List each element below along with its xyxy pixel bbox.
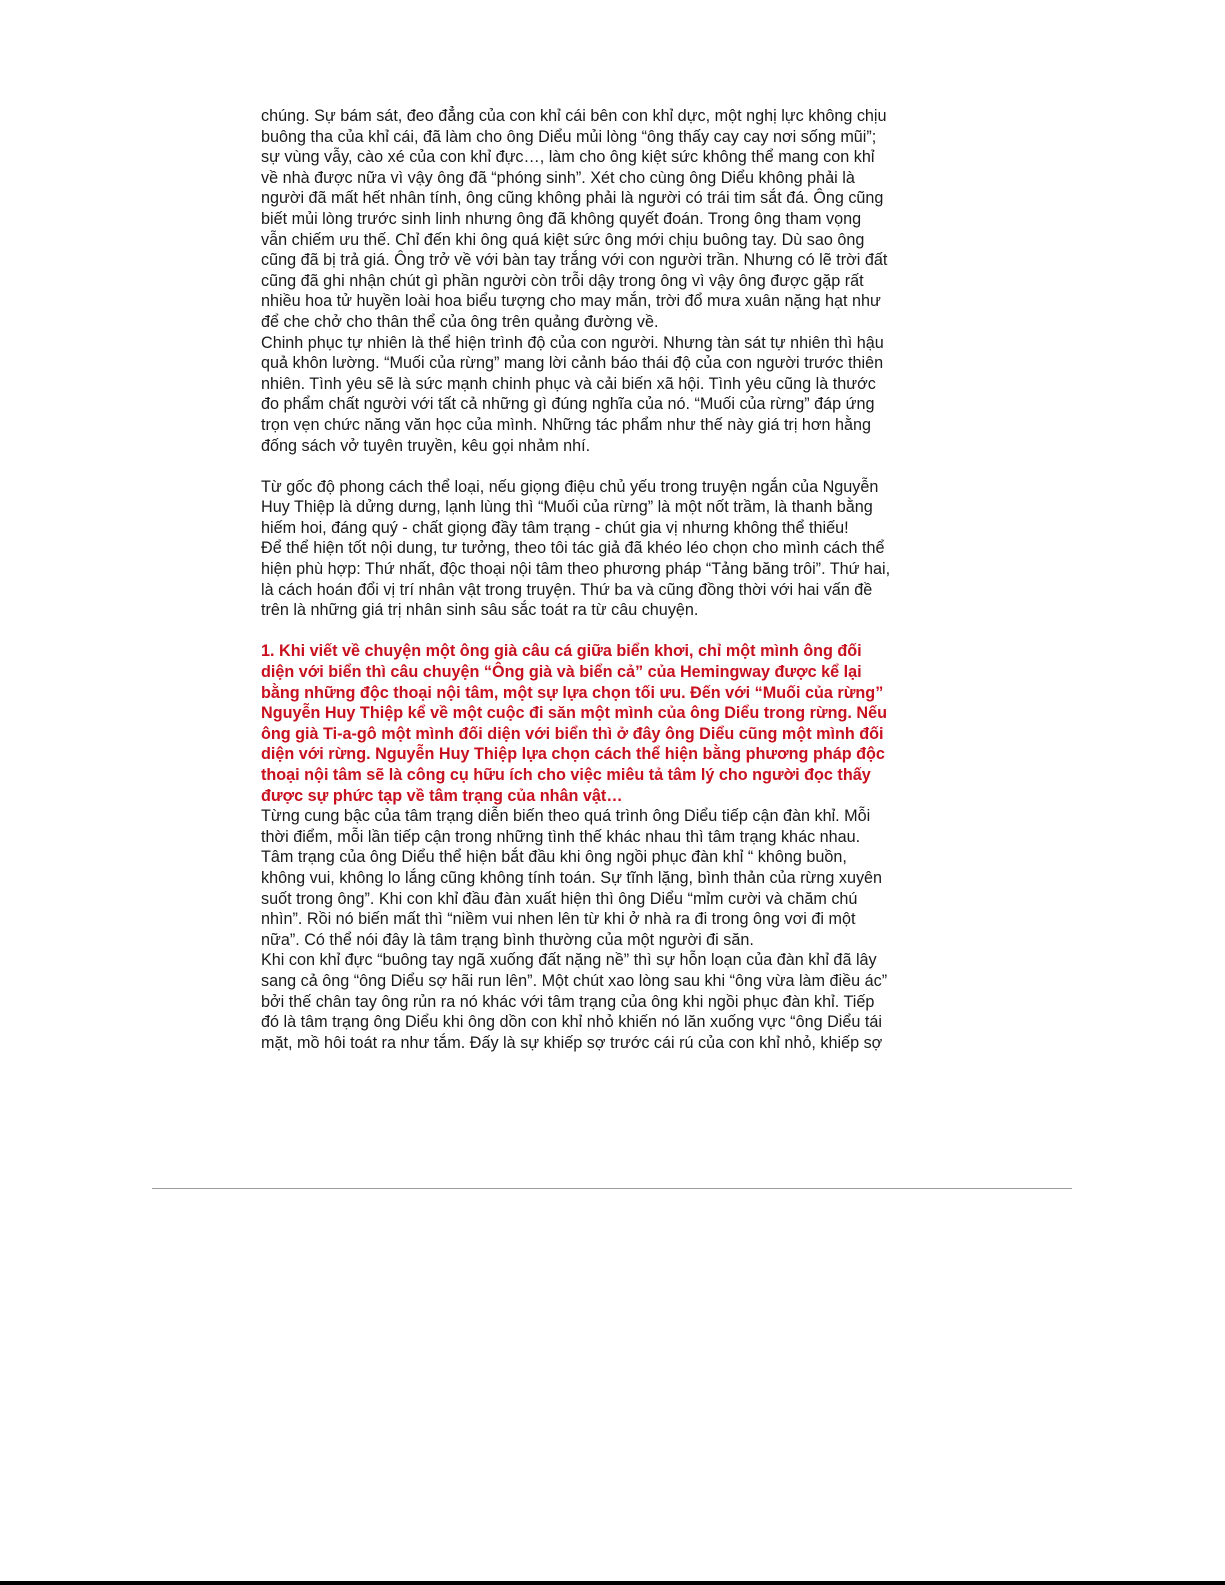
text-line: Khi con khỉ đực “buông tay ngã xuống đất nặng nề” thì sự hỗn loạn của đàn khỉ đã lây <box>261 951 877 970</box>
text-line: người đã mất hết nhân tính, ông cũng không phải là người có trái tim sắt đá. Ông cũng <box>261 189 884 208</box>
text-line: trên là những giá trị nhân sinh sâu sắc toát ra từ câu chuyện. <box>261 601 699 620</box>
text-line: sang cả ông “ông Diểu sợ hãi run lên”. Một chút xao lòng sau khi “ông vừa làm điều ác” <box>261 971 888 990</box>
text-line: nhiều hoa tử huyền loài hoa biểu tượng cho may mắn, trời đổ mưa xuân nặng hạt như <box>261 292 881 311</box>
highlighted-text-line: 1. Khi viết về chuyện một ông già câu cá giữa biển khơi, chỉ một mình ông đối <box>261 642 862 661</box>
highlighted-text-line: được sự phức tạp về tâm trạng của nhân vật… <box>261 786 623 805</box>
text-line: quả khôn lường. “Muối của rừng” mang lời cảnh báo thái độ của con người trước thiên <box>261 354 884 373</box>
highlighted-text-line: bằng những độc thoại nội tâm, một sự lựa chọn tối ưu. Đến với “Muối của rừng” <box>261 683 884 702</box>
highlighted-text-line: Nguyễn Huy Thiệp kể về một cuộc đi săn một mình của ông Diểu trong rừng. Nếu <box>261 704 888 723</box>
text-line: hiện phù hợp: Thứ nhất, độc thoại nội tâm theo phương pháp “Tảng băng trôi”. Thứ hai, <box>261 560 891 579</box>
text-line: bởi thế chân tay ông rủn ra nó khác với tâm trạng của ông khi ngồi phục đàn khỉ. Tiếp <box>261 992 875 1011</box>
text-line: suốt trong ông”. Khi con khỉ đầu đàn xuất hiện thì ông Diểu “mỉm cười và chăm chú <box>261 889 858 908</box>
text-line: không vui, không lo lắng cũng không tính toán. Sự tĩnh lặng, bình thản của rừng xuyên <box>261 868 883 887</box>
page-bottom-edge <box>0 1581 1225 1585</box>
text-line: thời điểm, mỗi lần tiếp cận trong những tình thế khác nhau thì tâm trạng khác nhau. <box>261 827 861 846</box>
text-line: nhiên. Tình yêu sẽ là sức mạnh chinh phục và cải biến xã hội. Tình yêu cũng là thước <box>261 374 876 393</box>
text-line: về nhà được nữa vì vậy ông đã “phóng sinh”. Xét cho cùng ông Diểu không phải là <box>261 168 855 187</box>
text-line: để che chở cho thân thể của ông trên quảng đường về. <box>261 312 659 331</box>
paragraph-spacer <box>261 456 973 477</box>
highlighted-paragraph <box>261 641 973 806</box>
text-line: Từng cung bậc của tâm trạng diễn biến theo quá trình ông Diểu tiếp cận đàn khỉ. Mỗi <box>261 807 871 826</box>
text-line: nhìn”. Rồi nó biến mất thì “niềm vui nhen lên từ khi ở nhà ra đi trong ông vơi đi một <box>261 910 856 929</box>
text-line: biết mủi lòng trước sinh linh nhưng ông đã không quyết đoán. Trong ông tham vọng <box>261 209 862 228</box>
highlighted-text-line: thoại nội tâm sẽ là công cụ hữu ích cho việc miêu tả tâm lý cho người đọc thấy <box>261 766 871 784</box>
text-line: vẫn chiếm ưu thế. Chỉ đến khi ông quá kiệt sức ông mới chịu buông tay. Dù sao ông <box>261 230 865 249</box>
page-body-text <box>261 106 973 1053</box>
highlighted-text-line: ông già Ti-a-gô một mình đối diện với biển thì ở đây ông Diểu cũng một mình đối <box>261 724 884 743</box>
paragraph-3 <box>261 477 973 539</box>
text-line: sự vùng vẫy, cào xé của con khỉ đực…, làm cho ông kiệt sức không thể mang con khỉ <box>261 148 875 167</box>
text-line: cũng đã bị trả giá. Ông trở về với bàn tay trắng với con người trần. Nhưng có lẽ trời đất <box>261 251 888 270</box>
text-line: Tâm trạng của ông Diểu thể hiện bắt đầu khi ông ngồi phục đàn khỉ “ không buồn, <box>261 848 847 867</box>
paragraph-2 <box>261 333 973 457</box>
text-line: đó là tâm trạng ông Diểu khi ông dồn con khỉ nhỏ khiến nó lăn xuống vực “ông Diểu tái <box>261 1013 882 1032</box>
paragraph-5 <box>261 806 973 950</box>
text-line: Để thể hiện tốt nội dung, tư tưởng, theo tôi tác giả đã khéo léo chọn cho mình cách thể <box>261 539 885 558</box>
text-line: Chinh phục tự nhiên là thể hiện trình độ của con người. Nhưng tàn sát tự nhiên thì hậu <box>261 333 884 352</box>
text-line: Từ gốc độ phong cách thể loại, nếu giọng điệu chủ yếu trong truyện ngắn của Nguyễn <box>261 477 879 496</box>
highlighted-text-line: diện với rừng. Nguyễn Huy Thiệp lựa chọn cách thể hiện bằng phương pháp độc <box>261 745 885 764</box>
text-line: hiếm hoi, đáng quý - chất giọng đầy tâm trạng - chút gia vị nhưng không thể thiếu! <box>261 518 849 537</box>
text-line: chúng. Sự bám sát, đeo đẳng của con khỉ cái bên con khỉ dực, một nghị lực không chịu <box>261 107 887 125</box>
highlighted-text-line: diện với biển thì câu chuyện “Ông già và biển cả” của Hemingway được kể lại <box>261 663 862 682</box>
text-line: là cách hoán đổi vị trí nhân vật trong truyện. Thứ ba và cũng đồng thời với hai vấn đề <box>261 580 873 599</box>
page-divider <box>152 1188 1072 1189</box>
paragraph-spacer <box>261 621 973 642</box>
paragraph-1 <box>261 106 973 333</box>
text-line: đo phẩm chất người với tất cả những gì đúng nghĩa của nó. “Muối của rừng” đáp ứng <box>261 395 875 414</box>
text-line: đống sách vở tuyên truyền, kêu gọi nhảm nhí. <box>261 436 591 455</box>
text-line: buông tha của khỉ cái, đã làm cho ông Diểu mủi lòng “ông thấy cay cay nơi sống mũi”; <box>261 127 877 146</box>
paragraph-4 <box>261 538 973 620</box>
paragraph-6 <box>261 950 973 1053</box>
text-line: nữa”. Có thể nói đây là tâm trạng bình thường của một người đi săn. <box>261 930 754 949</box>
text-line: mặt, mồ hôi toát ra như tắm. Đấy là sự khiếp sợ trước cái rú của con khỉ nhỏ, khiếp sợ <box>261 1033 883 1052</box>
text-line: cũng đã ghi nhận chút gì phần người còn trỗi dậy trong ông vì vậy ông được gặp rất <box>261 271 864 290</box>
text-line: Huy Thiệp là dửng dưng, lạnh lùng thì “Muối của rừng” là một nốt trầm, là thanh bằng <box>261 498 873 517</box>
text-line: trọn vẹn chức năng văn học của mình. Những tác phẩm như thế này giá trị hơn hằng <box>261 415 872 434</box>
